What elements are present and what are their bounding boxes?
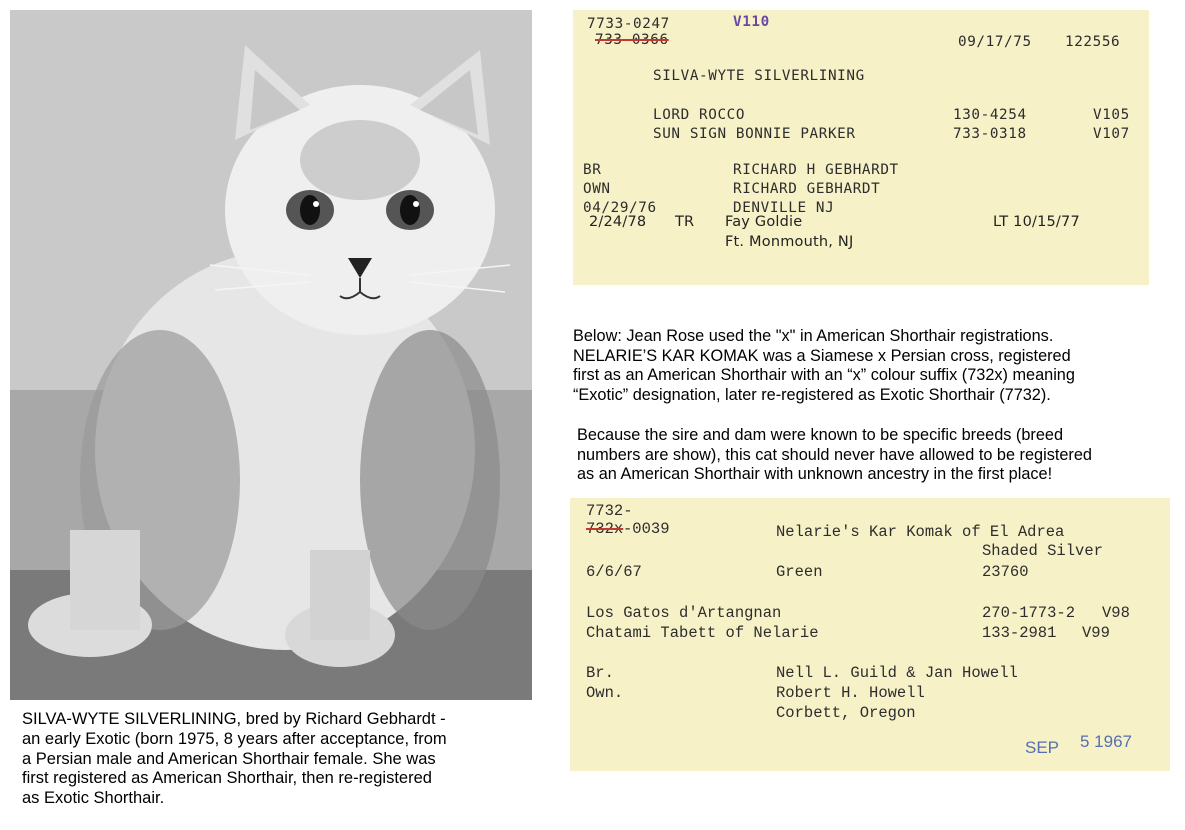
card1-owner-label: OWN [583, 181, 611, 197]
card1-location: DENVILLE NJ [733, 200, 835, 216]
card1-new-location: Ft. Monmouth, NJ [725, 234, 854, 250]
card2-sire-reg: 270-1773-2 [982, 604, 1076, 622]
card1-date: 09/17/75 [958, 34, 1032, 50]
card2-sire: Los Gatos d'Artangnan [586, 604, 782, 622]
card2-location: Corbett, Oregon [776, 704, 916, 722]
card1-transfer-date: 2/24/78 [589, 214, 647, 230]
card1-dam: SUN SIGN BONNIE PARKER [653, 126, 856, 142]
card2-dam-reg: 133-2981 [982, 624, 1057, 642]
card1-new-owner: Fay Goldie [725, 214, 803, 230]
card1-owner-date: 04/29/76 [583, 200, 657, 216]
card2-reg-suffix: -0039 [623, 520, 670, 538]
card2-dam-vol: V99 [1082, 624, 1110, 642]
card1-dam-vol: V107 [1093, 126, 1130, 142]
card2-breeder: Nell L. Guild & Jan Howell [776, 664, 1018, 682]
explanation-paragraph-2: Because the sire and dam were known to be specific breeds (breed numbers are show), this cat should never have allowed to be registered as an American Shorthair with unknown ancestry in the first place! [577, 426, 1092, 484]
card1-dam-reg: 733-0318 [953, 126, 1027, 142]
registration-card-kar-komak [570, 498, 1170, 771]
card2-reg-new: 7732- [586, 502, 633, 520]
card1-breeder: RICHARD H GEBHARDT [733, 162, 899, 178]
card2-date: 6/6/67 [586, 563, 642, 581]
explanation-paragraph-1: Below: Jean Rose used the "x" in American Shorthair registrations. NELARIE’S KAR KOMAK was a Siamese x Persian cross, registered first as an American Shorthair with an “x” colour suffix (732x) meaning “Exotic” designation, later re-registered as Exotic Shorthair (7732). [573, 327, 1075, 404]
cat-photo [10, 10, 532, 700]
card2-dam: Chatami Tabett of Nelarie [586, 624, 819, 642]
card2-number: 23760 [982, 563, 1029, 581]
registration-card-silverlining [573, 10, 1149, 285]
card1-reg-new: 7733-0247 [587, 16, 670, 32]
cat-illustration [10, 10, 532, 700]
card2-breeder-label: Br. [586, 664, 614, 682]
card1-sire: LORD ROCCO [653, 107, 746, 123]
card1-volume: V110 [733, 14, 770, 30]
card1-transfer-label: TR [675, 214, 695, 230]
card1-cat-name: SILVA-WYTE SILVERLINING [653, 68, 865, 84]
card1-sire-reg: 130-4254 [953, 107, 1027, 123]
card2-eye-color: Green [776, 563, 823, 581]
card2-reg-old: 732x [586, 520, 624, 538]
card2-stamp-date: 5 1967 [1080, 732, 1132, 751]
card1-owner: RICHARD GEBHARDT [733, 181, 881, 197]
photo-caption: SILVA-WYTE SILVERLINING, bred by Richard Gebhardt - an early Exotic (born 1975, 8 years after acceptance, from a Persian male and American Shorthair female. She was first registered as American Shorthair, then re-registered as Exotic Shorthair. [22, 710, 447, 808]
card1-reg-old: 733-0366 [595, 32, 669, 48]
card2-owner: Robert H. Howell [776, 684, 925, 702]
card1-sire-vol: V105 [1093, 107, 1130, 123]
card2-cat-name: Nelarie's Kar Komak of El Adrea [776, 523, 1065, 541]
card1-lt-date: LT 10/15/77 [993, 214, 1080, 230]
card2-stamp-month: SEP [1025, 738, 1060, 757]
card1-number: 122556 [1065, 34, 1121, 50]
card1-breeder-label: BR [583, 162, 602, 178]
card2-owner-label: Own. [586, 684, 624, 702]
card2-sire-vol: V98 [1102, 604, 1130, 622]
card2-color: Shaded Silver [982, 542, 1103, 560]
